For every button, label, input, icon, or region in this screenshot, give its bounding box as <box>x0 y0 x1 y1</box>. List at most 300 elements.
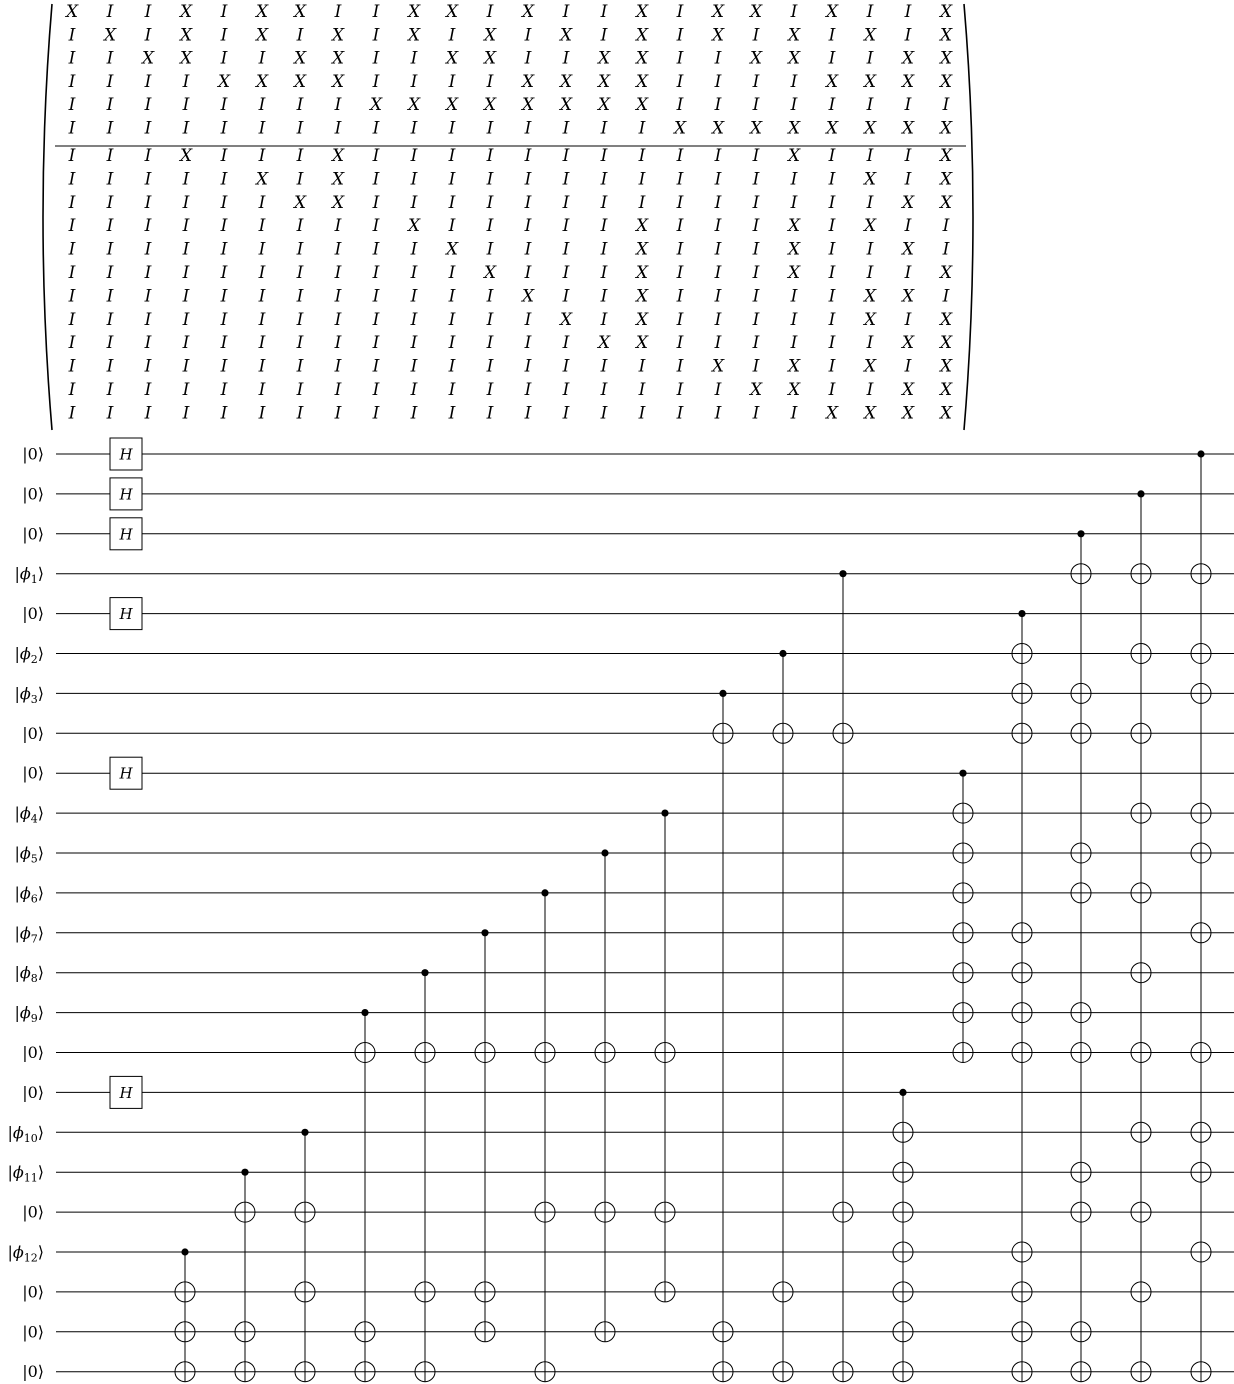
matrix-cell: I <box>714 48 722 69</box>
matrix-cell: I <box>600 286 608 307</box>
matrix-cell: I <box>144 239 152 260</box>
target-oplus <box>1131 564 1151 584</box>
matrix-cell: I <box>372 403 380 424</box>
matrix-cell: I <box>828 309 836 330</box>
matrix-cell: I <box>334 2 342 22</box>
matrix-cell: X <box>863 71 877 92</box>
target-oplus <box>295 1202 315 1222</box>
matrix-cell: X <box>521 2 535 22</box>
matrix-cell: X <box>863 403 877 424</box>
matrix-cell: I <box>486 169 494 190</box>
matrix-cell: I <box>828 380 836 400</box>
matrix-cell: I <box>752 356 760 377</box>
qubit-label: $|\phi_5⟩$ <box>14 843 44 866</box>
target-oplus <box>833 1202 853 1222</box>
qubit-labels <box>7 445 44 1382</box>
matrix-cell: I <box>372 263 380 283</box>
matrix-cell: I <box>182 71 190 92</box>
qubit-label: $|\phi_3⟩$ <box>14 683 44 706</box>
matrix-cell: I <box>410 71 418 92</box>
control-dot <box>839 570 846 577</box>
matrix-cell: I <box>600 403 608 424</box>
control-dot <box>1197 450 1204 457</box>
matrix-cell: I <box>106 356 114 377</box>
target-oplus <box>1071 1162 1091 1182</box>
matrix-cell: X <box>863 286 877 307</box>
control-dot <box>481 929 488 936</box>
matrix-cell: I <box>334 309 342 330</box>
matrix-cell: I <box>562 356 570 377</box>
matrix-cell: I <box>334 286 342 307</box>
matrix-cell: I <box>714 403 722 424</box>
matrix-cell: I <box>372 286 380 307</box>
matrix-cell: X <box>331 169 345 190</box>
matrix-cell: I <box>676 71 684 92</box>
matrix-cell: I <box>638 169 646 190</box>
hadamard-label: H <box>119 525 133 544</box>
matrix-cell: I <box>486 71 494 92</box>
target-oplus <box>1012 1322 1032 1342</box>
cnot-gate <box>953 770 973 1063</box>
matrix-cell: I <box>752 333 760 354</box>
target-oplus <box>1012 1003 1032 1023</box>
matrix-cell: I <box>68 380 76 400</box>
control-dot <box>1137 490 1144 497</box>
matrix-cell: X <box>787 356 801 377</box>
matrix-cell: X <box>445 239 459 260</box>
matrix-cell: I <box>524 146 532 166</box>
matrix-cell: I <box>258 239 266 260</box>
matrix-cell: I <box>676 48 684 69</box>
matrix-cell: I <box>144 216 152 237</box>
qubit-label: |0⟩ <box>22 1082 44 1102</box>
qubit-label: |0⟩ <box>22 1202 44 1222</box>
matrix-cell: X <box>787 216 801 237</box>
target-oplus <box>1012 1362 1032 1382</box>
matrix-cell: I <box>752 239 760 260</box>
matrix-cell: I <box>562 263 570 283</box>
matrix-cell: X <box>635 95 649 116</box>
matrix-cell: I <box>562 286 570 307</box>
matrix-cell: I <box>524 380 532 400</box>
matrix-cell: I <box>220 95 228 116</box>
matrix-cell: I <box>448 192 456 213</box>
matrix-cell: X <box>749 118 763 139</box>
matrix-cell: I <box>600 25 608 46</box>
matrix-cell: X <box>103 25 117 46</box>
target-oplus <box>953 963 973 983</box>
matrix-cell: I <box>752 216 760 237</box>
matrix-cell: X <box>635 71 649 92</box>
matrix-cell: I <box>258 146 266 166</box>
matrix-cell: I <box>144 403 152 424</box>
matrix-cell: X <box>939 192 953 213</box>
matrix-cell: I <box>106 169 114 190</box>
matrix-cell: I <box>562 380 570 400</box>
matrix-cell: X <box>559 95 573 116</box>
matrix-right-paren <box>964 4 973 430</box>
matrix-cell: I <box>828 356 836 377</box>
matrix-cell: I <box>68 192 76 213</box>
matrix-cell: X <box>825 71 839 92</box>
target-oplus <box>1131 803 1151 823</box>
matrix-cell: I <box>68 48 76 69</box>
control-dot <box>779 650 786 657</box>
target-oplus <box>1071 1003 1091 1023</box>
target-oplus <box>415 1362 435 1382</box>
target-oplus <box>1191 1162 1211 1182</box>
matrix-cell: I <box>372 216 380 237</box>
target-oplus <box>833 1362 853 1382</box>
matrix-cell: I <box>220 403 228 424</box>
matrix-cell: I <box>182 239 190 260</box>
matrix-cell: I <box>182 263 190 283</box>
target-oplus <box>475 1282 495 1302</box>
matrix-cell: I <box>752 146 760 166</box>
matrix-cell: I <box>600 192 608 213</box>
matrix-cell: I <box>790 286 798 307</box>
matrix-cell: I <box>448 403 456 424</box>
matrix-cell: I <box>638 403 646 424</box>
matrix-cell: I <box>372 380 380 400</box>
matrix-cell: I <box>942 95 950 116</box>
matrix-cell: X <box>331 25 345 46</box>
matrix-cell: X <box>179 146 193 166</box>
matrix-cell: X <box>863 309 877 330</box>
matrix-cell: I <box>68 309 76 330</box>
matrix-cell: I <box>68 403 76 424</box>
target-oplus <box>713 1322 733 1342</box>
matrix-cell: X <box>787 239 801 260</box>
cnot-gate <box>295 1129 315 1382</box>
matrix-cell: I <box>524 403 532 424</box>
matrix-cell: X <box>825 2 839 22</box>
matrix-cell: I <box>486 146 494 166</box>
matrix-cell: X <box>407 95 421 116</box>
cnot-gate <box>235 1169 255 1382</box>
matrix-cell: I <box>220 239 228 260</box>
target-oplus <box>355 1043 375 1063</box>
matrix-cell: I <box>562 169 570 190</box>
target-oplus <box>1191 1043 1211 1063</box>
target-oplus <box>1131 1282 1151 1302</box>
target-oplus <box>175 1322 195 1342</box>
matrix-cell: I <box>220 25 228 46</box>
qubit-label: |0⟩ <box>22 484 44 504</box>
matrix-cell: I <box>904 2 912 22</box>
matrix-cell: I <box>486 356 494 377</box>
matrix-cell: I <box>714 95 722 116</box>
cnot-gate <box>595 849 615 1341</box>
matrix-cell: I <box>296 239 304 260</box>
hadamard-gate <box>110 518 142 550</box>
matrix-cell: I <box>676 169 684 190</box>
matrix-cell: I <box>600 263 608 283</box>
cnot-gate <box>1012 610 1032 1382</box>
target-oplus <box>475 1322 495 1342</box>
target-oplus <box>595 1322 615 1342</box>
matrix-cell: X <box>445 2 459 22</box>
matrix-cell: X <box>749 2 763 22</box>
matrix-cell: I <box>600 169 608 190</box>
matrix-cell: I <box>448 118 456 139</box>
target-oplus <box>655 1202 675 1222</box>
matrix-cell: I <box>68 118 76 139</box>
matrix-cell: I <box>562 118 570 139</box>
matrix-cell: I <box>68 95 76 116</box>
matrix-cell: I <box>866 48 874 69</box>
target-oplus <box>1071 1362 1091 1382</box>
matrix-cell: I <box>182 216 190 237</box>
matrix-cell: X <box>901 118 915 139</box>
matrix-cell: I <box>524 309 532 330</box>
matrix-cell: X <box>939 71 953 92</box>
matrix-cell: I <box>372 169 380 190</box>
matrix-cell: I <box>828 169 836 190</box>
matrix-cell: I <box>296 356 304 377</box>
matrix-cell: I <box>220 286 228 307</box>
target-oplus <box>1191 683 1211 703</box>
matrix-cell: X <box>863 356 877 377</box>
matrix-cell: I <box>676 25 684 46</box>
matrix-cell: I <box>790 169 798 190</box>
matrix-cell: I <box>258 118 266 139</box>
matrix-cell: I <box>714 309 722 330</box>
matrix-cell: I <box>182 309 190 330</box>
matrix-cell: I <box>638 118 646 139</box>
target-oplus <box>415 1282 435 1302</box>
target-oplus <box>535 1362 555 1382</box>
hadamard-gate <box>110 478 142 510</box>
matrix-cell: I <box>638 192 646 213</box>
matrix-cell: I <box>372 356 380 377</box>
matrix-cell: X <box>521 71 535 92</box>
matrix-cell: I <box>562 333 570 354</box>
matrix-cell: I <box>106 118 114 139</box>
matrix-cell: I <box>562 192 570 213</box>
target-oplus <box>893 1282 913 1302</box>
matrix-cell: I <box>258 333 266 354</box>
matrix-cell: I <box>600 356 608 377</box>
matrix-cell: X <box>217 71 231 92</box>
matrix-cell: I <box>676 380 684 400</box>
matrix-cell: I <box>106 309 114 330</box>
matrix-cell: I <box>106 286 114 307</box>
target-oplus <box>773 723 793 743</box>
matrix-cell: I <box>828 48 836 69</box>
matrix-cell: X <box>483 95 497 116</box>
matrix-cell: I <box>904 263 912 283</box>
matrix-cell: I <box>866 333 874 354</box>
matrix-cell: I <box>562 48 570 69</box>
matrix-cell: I <box>372 309 380 330</box>
matrix-cell: I <box>562 239 570 260</box>
matrix-cell: I <box>714 263 722 283</box>
qubit-label: |0⟩ <box>22 763 44 783</box>
matrix-cell: X <box>787 48 801 69</box>
matrix-cell: I <box>410 263 418 283</box>
matrix-cell: X <box>293 2 307 22</box>
matrix-cell: X <box>825 118 839 139</box>
matrix-cell: I <box>486 309 494 330</box>
matrix-cell: X <box>863 169 877 190</box>
matrix-cell: X <box>635 216 649 237</box>
matrix-cell: I <box>676 216 684 237</box>
matrix-cell: I <box>828 239 836 260</box>
matrix-cell: I <box>524 48 532 69</box>
matrix-cell: I <box>714 71 722 92</box>
matrix-cell: X <box>407 2 421 22</box>
matrix-cell: I <box>182 356 190 377</box>
matrix-cell: I <box>68 333 76 354</box>
matrix-cell: I <box>144 309 152 330</box>
target-oplus <box>893 1362 913 1382</box>
qubit-label: $|\phi_9⟩$ <box>14 1003 44 1026</box>
matrix-cell: I <box>296 25 304 46</box>
qubit-label: $|\phi_2⟩$ <box>14 644 44 666</box>
matrix-cell: I <box>68 263 76 283</box>
matrix-cell: I <box>790 333 798 354</box>
qubit-label: $|\phi_{10}⟩$ <box>7 1122 44 1145</box>
matrix-cell: I <box>410 146 418 166</box>
target-oplus <box>1012 1043 1032 1063</box>
matrix-cell: I <box>790 309 798 330</box>
hadamard-label: H <box>119 764 133 783</box>
matrix-cell: I <box>714 192 722 213</box>
hadamard-label: H <box>119 445 133 464</box>
matrix-cell: X <box>293 192 307 213</box>
matrix-cell: I <box>372 192 380 213</box>
matrix-cell: X <box>711 356 725 377</box>
matrix-cell: X <box>711 25 725 46</box>
target-oplus <box>1191 1362 1211 1382</box>
matrix-cell: X <box>331 71 345 92</box>
matrix-cell: X <box>597 71 611 92</box>
matrix-cell: I <box>790 403 798 424</box>
hadamard-gate <box>110 598 142 630</box>
matrix-cell: X <box>483 48 497 69</box>
target-oplus <box>535 1202 555 1222</box>
matrix-cell: I <box>68 356 76 377</box>
matrix-cell: I <box>296 309 304 330</box>
circuit-gates <box>110 438 1211 1382</box>
matrix-cell: I <box>258 48 266 69</box>
matrix-cell: I <box>144 286 152 307</box>
matrix-cell: I <box>600 216 608 237</box>
matrix-cell: X <box>635 309 649 330</box>
matrix-cell: X <box>255 2 269 22</box>
qubit-label: |0⟩ <box>22 723 44 743</box>
matrix-cell: I <box>904 146 912 166</box>
matrix-cell: I <box>790 95 798 116</box>
control-dot <box>899 1089 906 1096</box>
matrix-cell: I <box>448 71 456 92</box>
matrix-cell: I <box>144 333 152 354</box>
qubit-label: $|\phi_{12}⟩$ <box>7 1242 44 1265</box>
matrix-cell: X <box>901 192 915 213</box>
qubit-label: |0⟩ <box>22 444 44 464</box>
target-oplus <box>235 1362 255 1382</box>
target-oplus <box>535 1043 555 1063</box>
matrix-cell: I <box>258 380 266 400</box>
target-oplus <box>1012 1282 1032 1302</box>
matrix-cell: I <box>410 192 418 213</box>
matrix-cell: I <box>410 118 418 139</box>
matrix-cell: I <box>448 356 456 377</box>
matrix-cell: X <box>521 95 535 116</box>
matrix-cell: I <box>638 380 646 400</box>
matrix-cell: X <box>635 286 649 307</box>
matrix-cell: I <box>676 309 684 330</box>
cnot-gate <box>415 969 435 1382</box>
matrix-cell: I <box>752 95 760 116</box>
cnot-gate <box>655 810 675 1302</box>
qubit-label: $|\phi_1⟩$ <box>14 564 44 587</box>
matrix-cell: I <box>448 380 456 400</box>
matrix-cell: I <box>334 239 342 260</box>
matrix-cell: I <box>106 333 114 354</box>
matrix-cell: I <box>182 95 190 116</box>
control-dot <box>959 770 966 777</box>
matrix-cell: I <box>828 263 836 283</box>
target-oplus <box>893 1122 913 1142</box>
matrix-cell: I <box>182 380 190 400</box>
target-oplus <box>295 1282 315 1302</box>
matrix-cell: X <box>141 48 155 69</box>
matrix-cell: X <box>939 356 953 377</box>
target-oplus <box>713 1362 733 1382</box>
target-oplus <box>595 1043 615 1063</box>
target-oplus <box>953 923 973 943</box>
matrix-cell: X <box>939 25 953 46</box>
matrix-cell: I <box>904 95 912 116</box>
matrix-cell: I <box>790 192 798 213</box>
matrix-cell: X <box>635 333 649 354</box>
target-oplus <box>1012 923 1032 943</box>
matrix-cell: I <box>296 333 304 354</box>
matrix-cell: I <box>676 146 684 166</box>
matrix-cell: X <box>749 380 763 400</box>
matrix-cell: X <box>863 25 877 46</box>
control-dot <box>1077 530 1084 537</box>
control-dot <box>241 1169 248 1176</box>
control-dot <box>719 690 726 697</box>
matrix-cell: X <box>711 2 725 22</box>
target-oplus <box>295 1362 315 1382</box>
control-dot <box>541 889 548 896</box>
matrix-cell: I <box>334 403 342 424</box>
matrix-cell: I <box>600 380 608 400</box>
matrix-cell: I <box>144 169 152 190</box>
matrix-cell: X <box>787 146 801 166</box>
cnot-gate <box>175 1248 195 1381</box>
qubit-label: |0⟩ <box>22 1362 44 1382</box>
matrix-cell: X <box>179 2 193 22</box>
matrix-cell: I <box>144 192 152 213</box>
target-oplus <box>1131 1043 1151 1063</box>
matrix-cell: I <box>258 356 266 377</box>
matrix-cell: I <box>220 216 228 237</box>
matrix-cell: I <box>296 169 304 190</box>
target-oplus <box>1012 963 1032 983</box>
matrix-cell: I <box>828 146 836 166</box>
cnot-gate <box>535 889 555 1381</box>
matrix-cell: I <box>410 380 418 400</box>
matrix-cell: X <box>179 25 193 46</box>
matrix-cell: I <box>904 25 912 46</box>
matrix-cell: I <box>714 286 722 307</box>
matrix-cell: I <box>106 48 114 69</box>
